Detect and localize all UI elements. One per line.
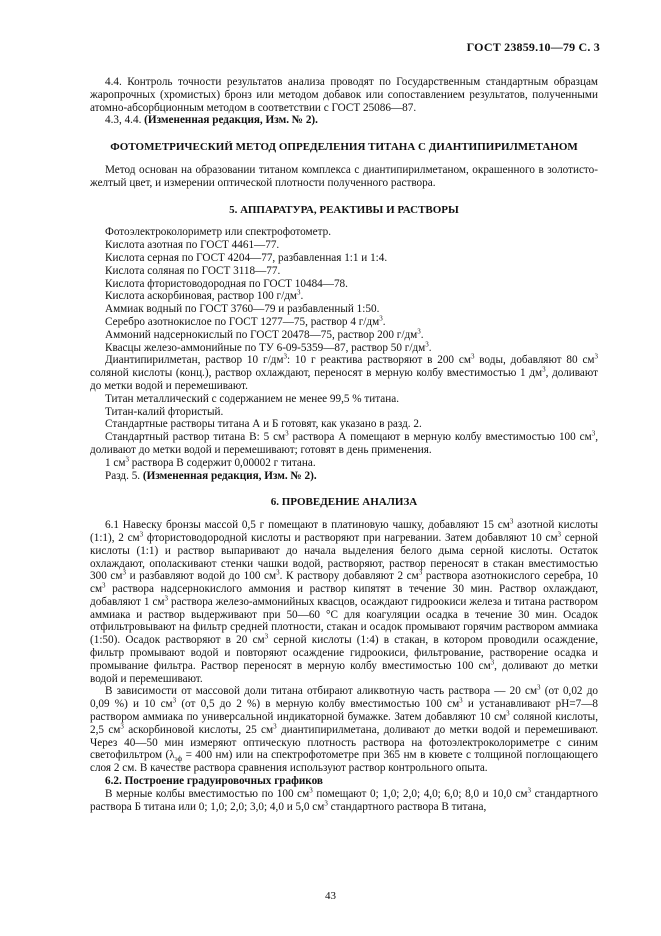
method-title: ФОТОМЕТРИЧЕСКИЙ МЕТОД ОПРЕДЕЛЕНИЯ ТИТАНА С ДИАНТИПИРИЛМЕТАНОМ: [110, 141, 578, 154]
reagent-line: Кислота соляная по ГОСТ 3118—77.: [105, 264, 281, 277]
reagent-line: Аммиак водный по ГОСТ 3760—79 и разбавленный 1:50.: [105, 303, 380, 316]
revision-note-2: Разд. 5. (Измененная редакция, Изм. № 2).: [105, 469, 317, 482]
subsection-6-2-title: 6.2. Построение градуировочных графиков: [105, 775, 323, 788]
reagent-line: Стандартные растворы титана А и Б готовят, как указано в разд. 2.: [105, 418, 422, 431]
reagent-line: Кислота серная по ГОСТ 4204—77, разбавленная 1:1 и 1:4.: [105, 251, 388, 264]
reagent-line: Серебро азотнокислое по ГОСТ 1277—75, раствор 4 $г/дм^3$.: [105, 314, 386, 328]
revision-note-1: 4.3, 4.4. (Измененная редакция, Изм. № 2).: [105, 114, 318, 127]
reagent-line: Кислота азотная по ГОСТ 4461—77.: [105, 239, 280, 252]
section-5-title: 5. АППАРАТУРА, РЕАКТИВЫ И РАСТВОРЫ: [229, 203, 459, 216]
section-6-title: 6. ПРОВЕДЕНИЕ АНАЛИЗА: [270, 496, 418, 509]
para-4-4: 4.4. Контроль точности результатов анализа проводят по Государственным стандартным образцам жаропрочных (хромистых) бронз или методом добавок или сопоставлением результатов, полученными атомно-абсорбционным методом в соответствии с ГОСТ 25086—87.: [90, 76, 598, 114]
document-body: [90, 76, 598, 813]
reagent-line: Квасцы железо-аммонийные по ТУ 6-09-5359—87, раствор 50 $г/дм^3$.: [105, 339, 432, 354]
reagent-line: Кислота фтористоводородная по ГОСТ 10484—78.: [105, 277, 348, 290]
reagent-line: 1 $см^3$ раствора В содержит 0,00002 г титана.: [105, 454, 316, 469]
method-description: Метод основан на образовании титаном комплекса с диантипирилметаном, окрашенного в золотисто-желтый цвет, и измерении оптической плотности полученного раствора.: [90, 163, 598, 189]
running-header: ГОСТ 23859.10—79 С. 3: [466, 40, 600, 54]
para-6-1-aliquot: В зависимости от массовой доли титана отбирают аликвотную часть раствора — 20 $см^3$ (от 0,02 до 0,09 %) и 10 $см^3$ (от 0,5 до 2 %) в мерную колбу вместимостью 100 $см^3$ и устанавливают pH=7—8 раствором аммиака по универсальной индикаторной бумажке. Затем добавляют 10 $см^3$ соляной кислоты, 2,5 $см^3$ аскорбиновой кислоты, 25 $см^3$ диантипирилметана, доливают до метки водой и перемешивают. Через 40—50 мин измеряют оптическую плотность раствора на фотоэлектроколориметре с синим светофильтром ($\lambda_{эф} = 400$ нм) или на спектрофотометре при 365 нм в кювете с толщиной поглощающего слоя 2 см. В качестве раствора сравнения используют раствор контрольного опыта.: [90, 683, 598, 775]
reagent-diantipyrylmethane: Диантипирилметан, раствор 10 $г/дм^3$: 10 г реактива растворяют в 200 $см^3$ воды, добавляют 80 $см^3$ соляной кислоты (конц.), раствор охлаждают, переносят в мерную колбу вместимостью 1 $дм^3$, доливают до метки водой и перемешивают.: [90, 352, 598, 392]
page-number: 43: [325, 890, 336, 902]
reagent-line: Титан металлический с содержанием не менее 99,5 % титана.: [105, 392, 400, 405]
para-6-2: В мерные колбы вместимостью по 100 $см^3$ помещают 0; 1,0; 2,0; 4,0; 6,0; 8,0 и 10,0 $см^3$ стандартного раствора Б титана или 0; 1,0; 2,0; 3,0; 4,0 и 5,0 $см^3$ стандартного раствора В титана,: [90, 786, 599, 813]
para-6-1: 6.1 Навеску бронзы массой 0,5 г помещают в платиновую чашку, добавляют 15 $см^3$ азотной кислоты (1:1), 2 $см^3$ фтористоводородной кислоты и растворяют при нагревании. Затем добавляют 10 $см^3$ серной кислоты (1:1) и раствор выпаривают до начала выделения белого дыма серной кислоты. Остаток охлаждают, ополаскивают стенки чашки водой, растворяют, раствор переносят в стакан вместимостью 300 $см^3$ и разбавляют водой до 100 $см^3$. К раствору добавляют 2 $см^3$ раствора азотнокислого серебра, 10 $см^3$ раствора надсернокислого аммония и раствор кипятят в течение 30 мин. Раствор охлаждают, добавляют 1 $см^3$ раствора железо-аммонийных квасцов, осаждают гидроокиси железа и титана раствором аммиака и раствор выдерживают при 50—60 °С для коагуляции осадка в течение 30 мин. Осадок отфильтровывают на фильтр средней плотности, стакан и осадок промывают горячим раствором аммиака (1:50). Осадок растворяют в 20 $см^3$ серной кислоты (1:4) в стакан, в котором проводили осаждение, фильтр промывают водой и повторяют осаждение гидроокиси, фильтрование, растворение осадка и промывание фильтра. Раствор переносят в мерную колбу вместимостью 100 $см^3$, доливают до метки водой и перемешивают.: [90, 517, 599, 685]
reagent-line: Фотоэлектроколориметр или спектрофотометр.: [105, 226, 331, 239]
reagent-standard-v: Стандартный раствор титана В: 5 $см^3$ раствора А помещают в мерную колбу вместимостью 100 $см^3$, доливают до метки водой и перемешивают; готовят в день применения.: [90, 429, 598, 456]
reagent-line: Кислота аскорбиновая, раствор 100 $г/дм^3$.: [105, 288, 304, 303]
reagent-line: Аммоний надсернокислый по ГОСТ 20478—75, раствор 200 $г/дм^3$.: [105, 327, 424, 341]
reagent-line: Титан-калий фтористый.: [105, 405, 224, 418]
